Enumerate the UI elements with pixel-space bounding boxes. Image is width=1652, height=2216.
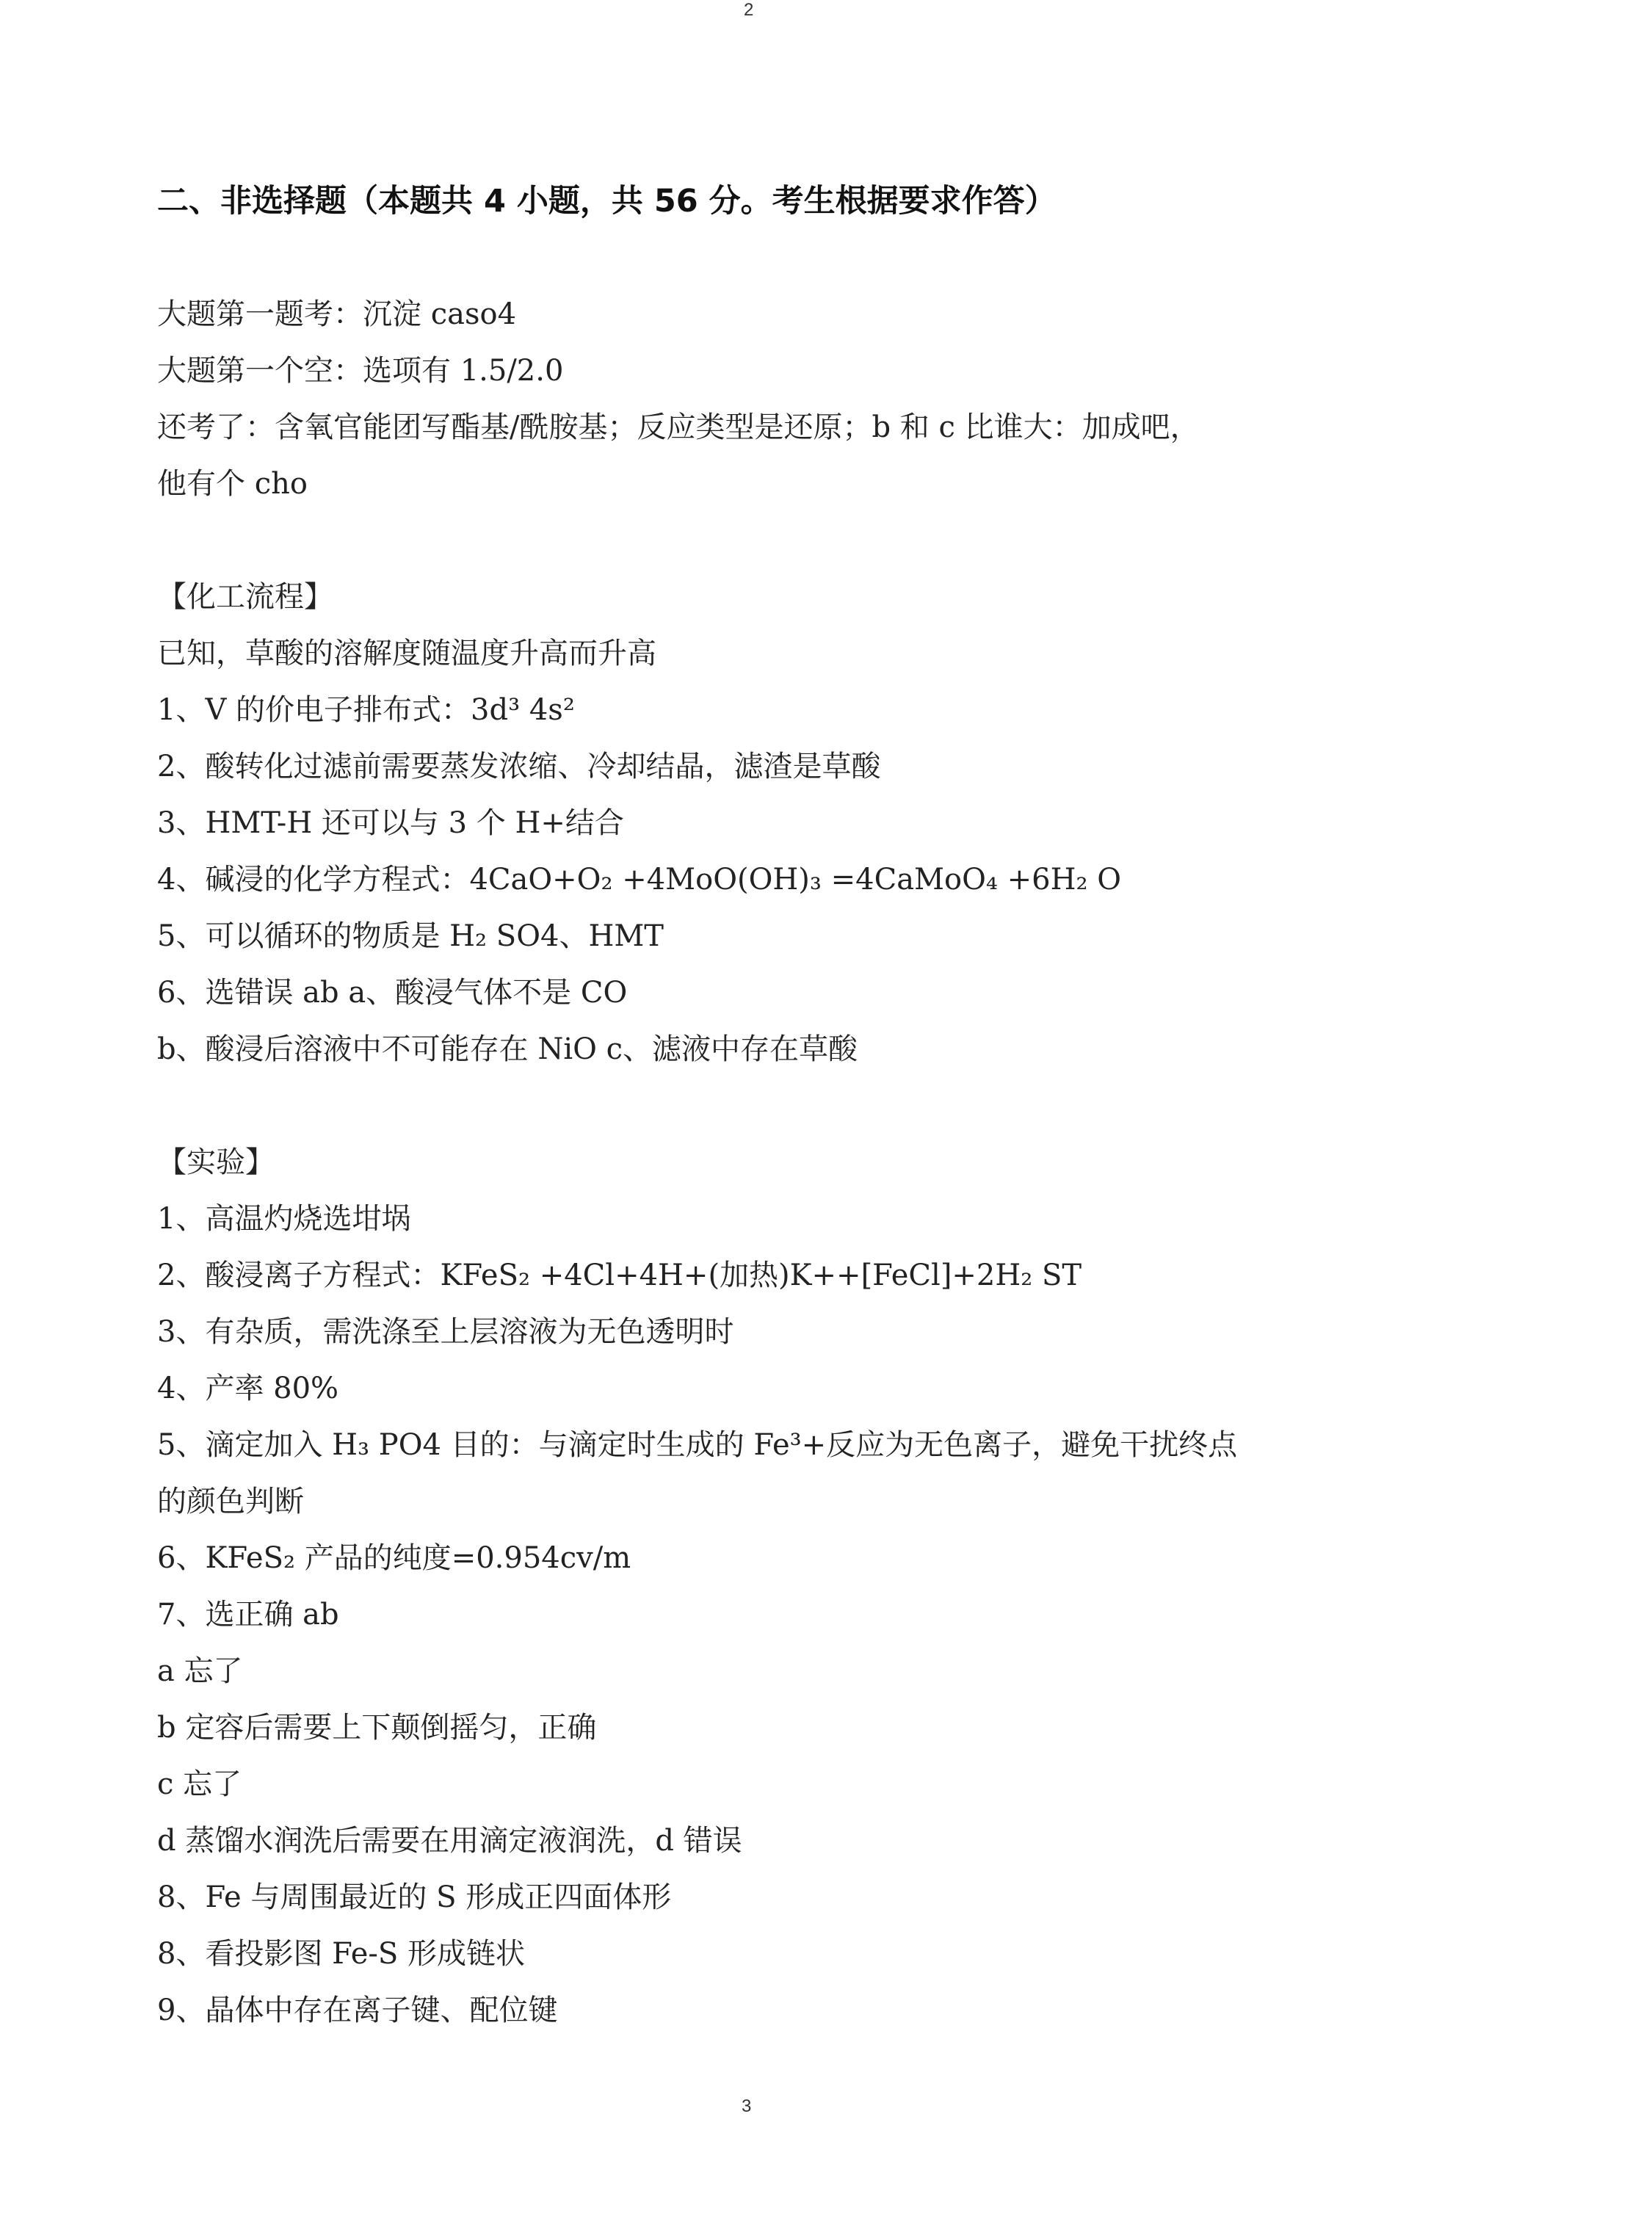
experiment-line: 6、KFeS₂ 产品的纯度=0.954cv/m xyxy=(157,1541,631,1575)
chemical-process-title: 【化工流程】 xyxy=(157,580,333,614)
experiment-line: 1、高温灼烧选坩埚 xyxy=(157,1202,411,1236)
intro-line: 他有个 cho xyxy=(157,467,308,501)
experiment-line: d 蒸馏水润洗后需要在用滴定液润洗，d 错误 xyxy=(157,1824,742,1858)
intro-line: 大题第一个空：选项有 1.5/2.0 xyxy=(157,354,564,388)
experiment-line: 的颜色判断 xyxy=(157,1485,304,1518)
chemical-process-line: 5、可以循环的物质是 H₂ SO4、HMT xyxy=(157,919,664,953)
chemical-process-line: 3、HMT-H 还可以与 3 个 H+结合 xyxy=(157,806,624,840)
experiment-line: 2、酸浸离子方程式：KFeS₂ +4Cl+4H+(加热)K++[FeCl]+2H₂ ST xyxy=(157,1259,1082,1292)
experiment-title: 【实验】 xyxy=(157,1145,275,1179)
chemical-process-line: 4、碱浸的化学方程式：4CaO+O₂ +4MoO(OH)₃ =4CaMoO₄ +6H₂ O xyxy=(157,863,1122,897)
experiment-line: 8、看投影图 Fe-S 形成链状 xyxy=(157,1937,526,1971)
page-number-top: 2 xyxy=(744,0,754,20)
intro-line: 大题第一题考：沉淀 caso4 xyxy=(157,297,517,331)
experiment-line: 7、选正确 ab xyxy=(157,1598,339,1632)
intro-line: 还考了：含氧官能团写酯基/酰胺基；反应类型是还原；b 和 c 比谁大：加成吧， xyxy=(157,410,1200,444)
experiment-line: b 定容后需要上下颠倒摇匀，正确 xyxy=(157,1711,597,1745)
chemical-process-line: 已知，草酸的溶解度随温度升高而升高 xyxy=(157,637,656,670)
section-heading: 二、非选择题（本题共 4 小题，共 56 分。考生根据要求作答） xyxy=(157,183,1057,220)
chemical-process-section xyxy=(157,569,1405,1078)
experiment-section xyxy=(157,1134,1405,2039)
experiment-line: 3、有杂质，需洗涤至上层溶液为无色透明时 xyxy=(157,1315,734,1349)
experiment-line: a 忘了 xyxy=(157,1654,243,1688)
page-number-bottom: 3 xyxy=(742,2096,752,2116)
experiment-line: 4、产率 80% xyxy=(157,1372,339,1405)
chemical-process-line: 6、选错误 ab a、酸浸气体不是 CO xyxy=(157,976,628,1010)
chemical-process-line: b、酸浸后溶液中不可能存在 NiO c、滤液中存在草酸 xyxy=(157,1032,858,1066)
chemical-process-line: 2、酸转化过滤前需要蒸发浓缩、冷却结晶，滤渣是草酸 xyxy=(157,750,881,783)
experiment-line: c 忘了 xyxy=(157,1767,242,1801)
experiment-line: 9、晶体中存在离子键、配位键 xyxy=(157,1994,558,2027)
chemical-process-line: 1、V 的价电子排布式：3d³ 4s² xyxy=(157,693,575,727)
experiment-line: 8、Fe 与周围最近的 S 形成正四面体形 xyxy=(157,1880,672,1914)
document-body xyxy=(157,286,1405,2039)
intro-block xyxy=(157,286,1405,513)
experiment-line: 5、滴定加入 H₃ PO4 目的：与滴定时生成的 Fe³+反应为无色离子，避免干扰终点 xyxy=(157,1428,1238,1462)
